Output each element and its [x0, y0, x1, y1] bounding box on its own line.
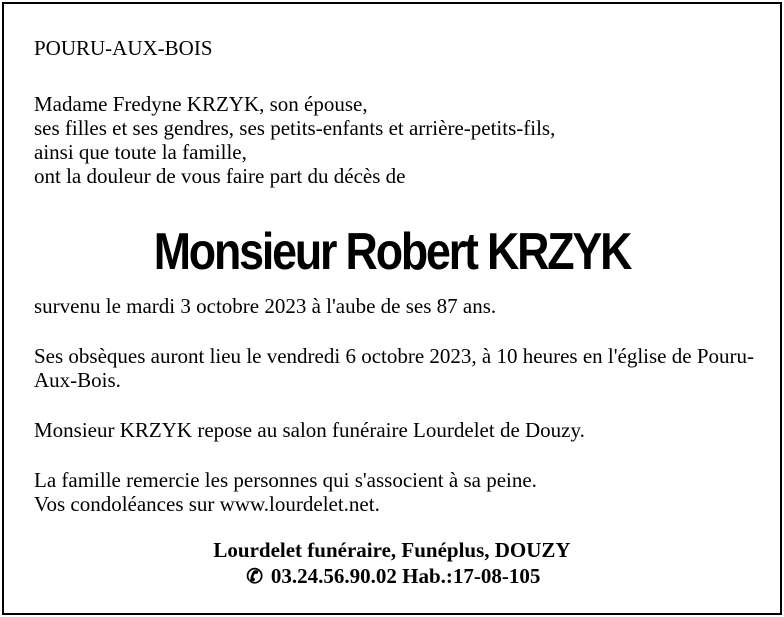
thanks-line-1: La famille remercie les personnes qui s'associent à sa peine. [34, 468, 537, 492]
family-line-4: ont la douleur de vous faire part du décès de [34, 164, 406, 188]
rest-location: Monsieur KRZYK repose au salon funéraire Lourdelet de Douzy. [34, 418, 585, 442]
death-announcement: survenu le mardi 3 octobre 2023 à l'aube de ses 87 ans. [34, 294, 497, 318]
town-heading: POURU-AUX-BOIS [34, 36, 213, 60]
deceased-name: Monsieur Robert KRZYK [153, 223, 631, 281]
family-line-3: ainsi que toute la famille, [34, 140, 247, 164]
family-line-2: ses filles et ses gendres, ses petits-enfants et arrière-petits-fils, [34, 116, 556, 140]
family-line-1: Madame Fredyne KRZYK, son épouse, [34, 92, 368, 116]
funeral-home-phone [4, 563, 780, 590]
funeral-home-name: Lourdelet funéraire, Funéplus, DOUZY [213, 538, 571, 562]
phone-number: 03.24.56.90.02 Hab.:17-08-105 [270, 564, 541, 588]
phone-icon: ✆ [246, 566, 263, 588]
obituary-notice [2, 2, 782, 615]
thanks-line-2: Vos condoléances sur www.lourdelet.net. [34, 492, 380, 516]
funeral-details: Ses obsèques auront lieu le vendredi 6 octobre 2023, à 10 heures en l'église de Pouru-Aux-Bois. [34, 344, 754, 392]
